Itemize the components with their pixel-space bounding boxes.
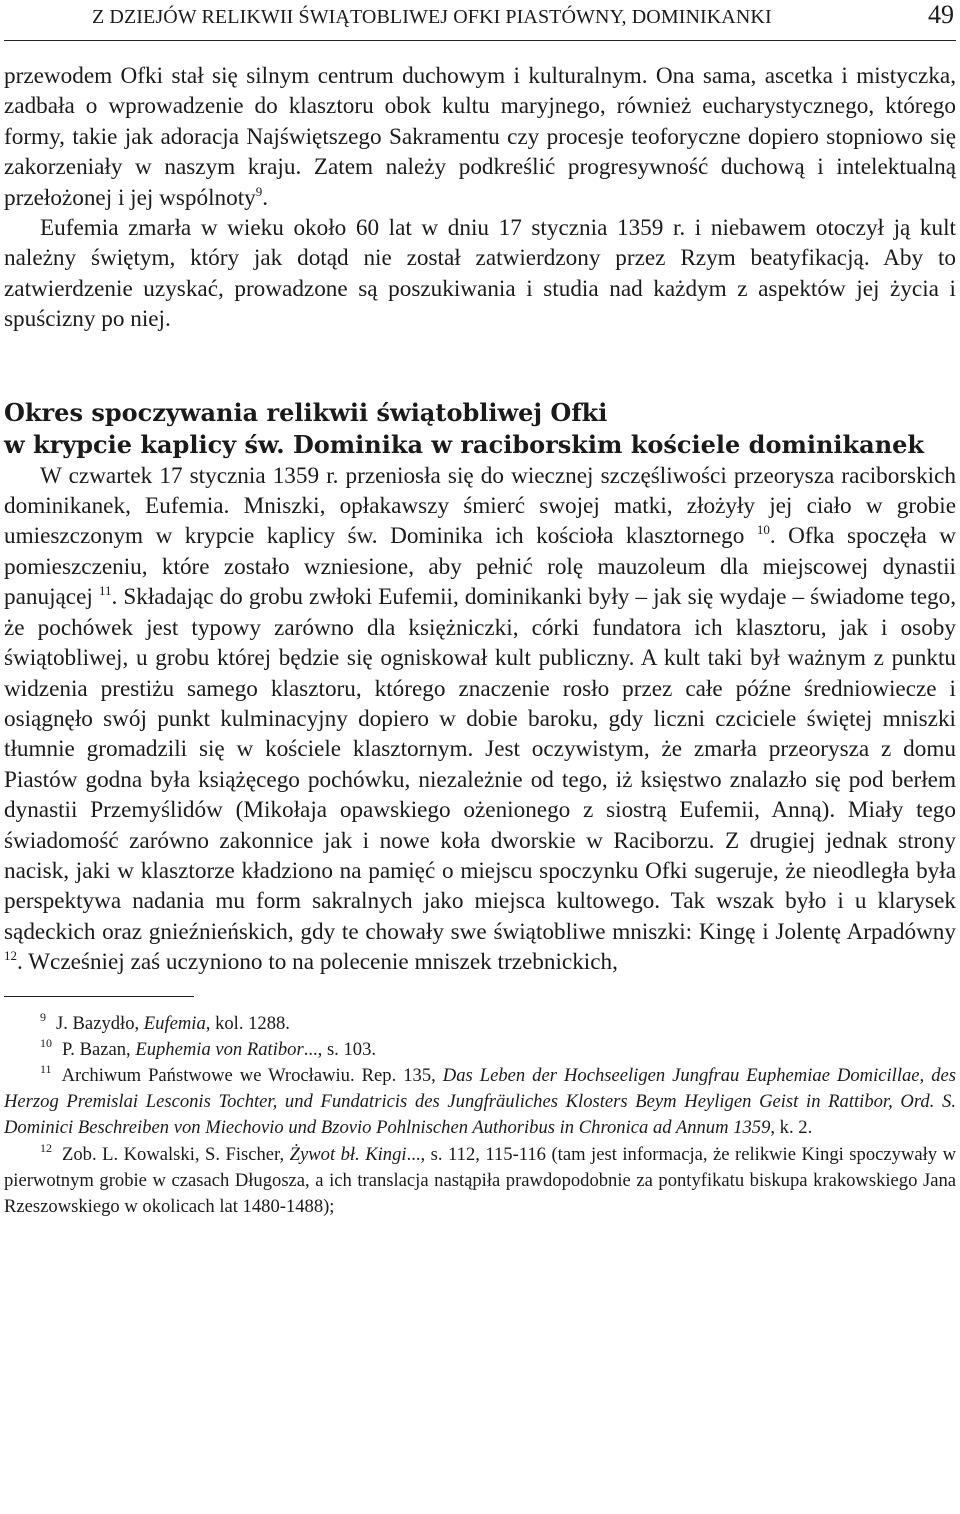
section-text-b: . Ofka spoczęła w pomieszczeniu, które zostało wzniesione, aby pełnić rolę mauzoleum dla miejscowej dynastii panującej <box>4 523 956 611</box>
footnote-10 <box>4 1037 956 1063</box>
footnote-ref-10[interactable]: 10 <box>756 522 770 538</box>
section-heading-line-2: w krypcie kaplicy św. Dominika w raciborskim kościele dominikanek <box>4 429 925 459</box>
footnote-number: 12 <box>40 1140 52 1155</box>
page-number: 49 <box>928 0 954 29</box>
section-heading-line-1: Okres spoczywania relikwii świątobliwej Ofki <box>4 397 608 427</box>
section-text-a: W czwartek 17 stycznia 1359 r. przeniosła się do wiecznej szczęśliwości przeorysza raciborskich dominikanek, Eufemia. Mniszki, opłakawszy śmierć swojej matki, złożyły jej ciało w grobie umieszczonym w krypcie kaplicy św. Dominika ich kościoła klasztornego <box>4 462 956 550</box>
footnote-text: ..., s. 112, 115-116 (tam jest informacja, że relikwie Kingi spoczywały w pierwotnym grobie w czasach Długosza, a ich translacja nastąpiła prawdopodobnie za pontyfikatu biskupa krakowskiego Jana Rzeszowskiego w okolicach lat 1480-1488); <box>4 1143 957 1217</box>
document-page <box>4 0 956 1220</box>
footnote-text: Archiwum Państwowe we Wrocławiu. Rep. 135, <box>61 1064 443 1086</box>
footnote-text: Zob. L. Kowalski, S. Fischer, <box>62 1143 290 1165</box>
footnote-number: 9 <box>40 1009 46 1024</box>
footnote-title: Żywot bł. Kingi <box>289 1143 407 1165</box>
footnote-9 <box>4 1011 956 1037</box>
footnote-number: 11 <box>40 1061 52 1076</box>
paragraph-1-end: . <box>262 184 269 211</box>
running-title: Z DZIEJÓW RELIKWII ŚWIĄTOBLIWEJ OFKI PIASTÓWNY, DOMINIKANKI <box>92 6 772 28</box>
footnote-ref-12[interactable]: 12 <box>4 948 17 964</box>
footnote-title: Euphemia von Ratibor <box>135 1038 304 1060</box>
section-heading <box>4 397 956 461</box>
section-text-d: . Wcześniej zaś uczyniono to na polecenie mniszek trzebnickich, <box>17 949 618 976</box>
footnote-text: J. Bazydło, <box>56 1012 144 1034</box>
footnote-number: 10 <box>40 1035 52 1050</box>
footnotes <box>4 1011 956 1221</box>
footnote-text: ..., s. 103. <box>303 1038 377 1060</box>
footnote-title: Das Leben der Hochseeligen Jungfrau Euphemiae Domicillae, des Herzog Premislai Lesconis Tochter, und Fundatricis des Jungfräuliches Klosters Beym Heyligen Geist in Rattibor, Ord. S. Dominici Beschreiben von Miechovio und Bzovio Pohlnischen Authoribus in Chronica ad Annum 1359 <box>4 1064 956 1139</box>
footnote-ref-11[interactable]: 11 <box>98 583 112 599</box>
footnote-11 <box>4 1063 956 1142</box>
running-header <box>4 0 956 41</box>
footnote-text: , k. 2. <box>770 1117 813 1139</box>
footnote-ref-9[interactable]: 9 <box>255 183 263 199</box>
footnote-12 <box>4 1142 956 1221</box>
footnote-text: , kol. 1288. <box>205 1012 290 1034</box>
footnote-title: Eufemia <box>143 1012 206 1034</box>
paragraph-2: Eufemia zmarła w wieku około 60 lat w dniu 17 stycznia 1359 r. i niebawem otoczył ją kult należny świętym, który jak dotąd nie został zatwierdzony przez Rzym beatyfikacją. Aby to zatwierdzenie uzyskać, prowadzone są poszukiwania i studia nad każdym z aspektów jej życia i spuścizny po niej. <box>4 215 956 333</box>
body-text <box>4 61 956 978</box>
footnote-text: P. Bazan, <box>62 1038 136 1060</box>
section-paragraph <box>4 461 956 978</box>
section-text-c: . Składając do grobu zwłoki Eufemii, dominikanki były – jak się wydaje – świadome tego, że pochówek jest typowy zarówno dla księżniczki, córki fundatora ich klasztoru, jak i osoby świątobliwej, u grobu której będzie się ogniskował kult publiczny. A kult taki był ważnym z punktu widzenia prestiżu samego klasztoru, którego znaczenie rosło przez całe późne średniowiecze i osiągnęło swój punkt kulminacyjny dopiero w dobie baroku, gdy liczni czciciele świętej mniszki tłumnie gromadzili się w kościele klasztornym. Jest oczywistym, że zmarła przeorysza z domu Piastów godna była książęcego pochówku, niezależnie od tego, iż księstwo znalazło się pod berłem dynastii Przemyślidów (Mikołaja opawskiego ożenionego z siostrą Eufemii, Anną). Miały tego świadomość zarówno zakonnice jak i nowe koła dworskie w Raciborzu. Z drugiej jednak strony nacisk, jaki w klasztorze kładziono na pamięć o miejscu spoczynku Ofki sugeruje, że nieodległa była perspektywa nadania mu form sakralnych jako miejsca kultowego. Tak wszak było i u klarysek sądeckich oraz gnieźnieńskich, gdy te chowały swe świątobliwe mniszki: Kingę i Jolentę Arpadówny <box>4 584 956 945</box>
paragraph-1 <box>4 61 956 213</box>
footnote-divider <box>4 996 194 997</box>
paragraph-1-text: przewodem Ofki stał się silnym centrum duchowym i kulturalnym. Ona sama, ascetka i mistyczka, zadbała o wprowadzenie do klasztoru obok kultu maryjnego, również eucharystycznego, którego formy, takie jak adoracja Najświętszego Sakramentu czy procesje teoforyczne dopiero stopniowo się zakorzeniały w naszym kraju. Zatem należy podkreślić progresywność duchową i intelektualną przełożonej i jej wspólnoty <box>4 63 956 211</box>
